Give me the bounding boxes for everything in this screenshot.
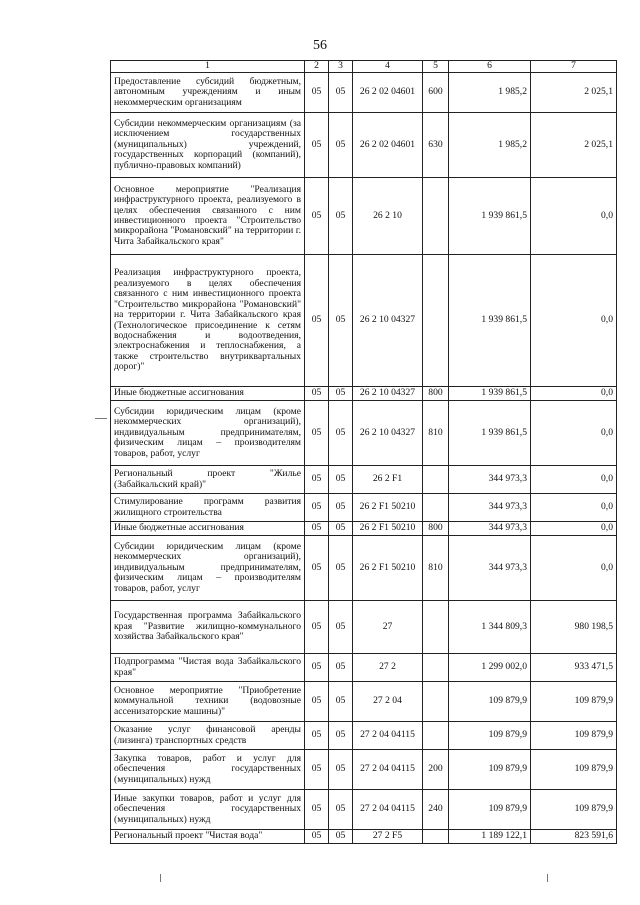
cell-name: Основное мероприятие "Реализация инфраструктурного проекта, реализуемого в целях обеспечения связанного с ним инвестиционного проекта "Строительство микрорайона "Романовский" на территории г. Чита Забайкальского края"	[111, 178, 305, 255]
column-header: 6	[449, 61, 531, 73]
cell-subsection: 05	[329, 255, 353, 387]
cell-subsection: 05	[329, 654, 353, 682]
cell-amount-year-2: 0,0	[531, 522, 617, 536]
cell-expense-type: 810	[423, 536, 449, 601]
cell-expense-type	[423, 722, 449, 750]
cell-amount-year-1: 1 985,2	[449, 73, 531, 113]
cell-name: Стимулирование программ развития жилищного строительства	[111, 494, 305, 522]
cell-amount-year-1: 1 939 861,5	[449, 255, 531, 387]
table-row	[111, 790, 617, 830]
cell-amount-year-1: 1 939 861,5	[449, 401, 531, 466]
cell-target-code: 27 2 04 04115	[353, 790, 423, 830]
cell-amount-year-2: 109 879,9	[531, 750, 617, 790]
cell-expense-type: 800	[423, 522, 449, 536]
cell-target-code: 27 2 04	[353, 682, 423, 722]
table-row	[111, 722, 617, 750]
header-row	[111, 61, 617, 73]
cell-amount-year-2: 2 025,1	[531, 73, 617, 113]
cell-amount-year-1: 109 879,9	[449, 750, 531, 790]
cell-target-code: 26 2 02 04601	[353, 73, 423, 113]
table-body	[111, 73, 617, 844]
cell-amount-year-2: 0,0	[531, 494, 617, 522]
cell-amount-year-1: 344 973,3	[449, 494, 531, 522]
cell-amount-year-2: 0,0	[531, 178, 617, 255]
cell-section: 05	[305, 682, 329, 722]
cell-name: Региональный проект "Жилье (Забайкальский край)"	[111, 466, 305, 494]
cell-section: 05	[305, 654, 329, 682]
column-header: 1	[111, 61, 305, 73]
cell-name: Реализация инфраструктурного проекта, реализуемого в целях обеспечения связанного с ним инвестиционного проекта "Строительство микрорайона "Романовский" на территории г. Чита Забайкальского края (Технологическое присоединение к сетям водоснабжения и водоотведения, электроснабжения и теплоснабжения, а также строительство внутриквартальных дорог)"	[111, 255, 305, 387]
cell-amount-year-2: 933 471,5	[531, 654, 617, 682]
table-row	[111, 682, 617, 722]
cell-section: 05	[305, 178, 329, 255]
cell-section: 05	[305, 536, 329, 601]
cell-amount-year-1: 1 939 861,5	[449, 387, 531, 401]
cell-subsection: 05	[329, 536, 353, 601]
cell-target-code: 27	[353, 601, 423, 654]
cell-section: 05	[305, 73, 329, 113]
cell-expense-type	[423, 178, 449, 255]
cell-expense-type	[423, 466, 449, 494]
cell-amount-year-1: 109 879,9	[449, 682, 531, 722]
table-row	[111, 494, 617, 522]
cell-section: 05	[305, 750, 329, 790]
cell-target-code: 27 2 F5	[353, 830, 423, 844]
cell-subsection: 05	[329, 750, 353, 790]
cell-section: 05	[305, 113, 329, 178]
cell-amount-year-1: 109 879,9	[449, 722, 531, 750]
cell-name: Субсидии некоммерческим организациям (за исключением государственных (муниципальных) учреждений, государственных корпораций (компаний), публично-правовых компаний)	[111, 113, 305, 178]
cell-amount-year-2: 0,0	[531, 536, 617, 601]
cell-expense-type: 810	[423, 401, 449, 466]
cell-section: 05	[305, 255, 329, 387]
cell-section: 05	[305, 387, 329, 401]
cell-target-code: 26 2 F1	[353, 466, 423, 494]
cell-name: Оказание услуг финансовой аренды (лизинга) транспортных средств	[111, 722, 305, 750]
cell-amount-year-1: 1 299 002,0	[449, 654, 531, 682]
cell-name: Региональный проект "Чистая вода"	[111, 830, 305, 844]
cell-expense-type: 800	[423, 387, 449, 401]
cell-subsection: 05	[329, 494, 353, 522]
cell-expense-type: 240	[423, 790, 449, 830]
cell-name: Иные бюджетные ассигнования	[111, 387, 305, 401]
scan-mark	[547, 874, 548, 882]
table-row	[111, 113, 617, 178]
cell-amount-year-2: 109 879,9	[531, 722, 617, 750]
cell-target-code: 26 2 F1 50210	[353, 522, 423, 536]
cell-expense-type	[423, 682, 449, 722]
cell-name: Основное мероприятие "Приобретение коммунальной техники (водовозные ассенизаторские машины)"	[111, 682, 305, 722]
cell-name: Государственная программа Забайкальского края "Развитие жилищно-коммунального хозяйства Забайкальского края"	[111, 601, 305, 654]
cell-expense-type: 600	[423, 73, 449, 113]
page-number: 56	[313, 38, 327, 53]
column-header: 5	[423, 61, 449, 73]
column-header: 7	[531, 61, 617, 73]
cell-amount-year-2: 0,0	[531, 387, 617, 401]
scan-mark	[160, 874, 161, 882]
table-row	[111, 536, 617, 601]
cell-subsection: 05	[329, 401, 353, 466]
cell-subsection: 05	[329, 830, 353, 844]
table-row	[111, 601, 617, 654]
cell-subsection: 05	[329, 601, 353, 654]
table-row	[111, 255, 617, 387]
table-row	[111, 387, 617, 401]
cell-target-code: 26 2 10	[353, 178, 423, 255]
cell-amount-year-2: 109 879,9	[531, 790, 617, 830]
cell-section: 05	[305, 466, 329, 494]
cell-amount-year-1: 1 344 809,3	[449, 601, 531, 654]
cell-subsection: 05	[329, 522, 353, 536]
cell-amount-year-1: 1 189 122,1	[449, 830, 531, 844]
cell-subsection: 05	[329, 790, 353, 830]
cell-name: Субсидии юридическим лицам (кроме некоммерческих организаций), индивидуальным предпринимателям, физическим лицам – производителям товаров, работ, услуг	[111, 536, 305, 601]
table-row	[111, 654, 617, 682]
cell-amount-year-1: 344 973,3	[449, 466, 531, 494]
cell-name: Иные бюджетные ассигнования	[111, 522, 305, 536]
cell-section: 05	[305, 401, 329, 466]
cell-expense-type	[423, 830, 449, 844]
cell-section: 05	[305, 790, 329, 830]
table-row	[111, 73, 617, 113]
cell-amount-year-1: 344 973,3	[449, 536, 531, 601]
column-header: 2	[305, 61, 329, 73]
cell-subsection: 05	[329, 113, 353, 178]
cell-subsection: 05	[329, 387, 353, 401]
cell-name: Иные закупки товаров, работ и услуг для обеспечения государственных (муниципальных) нужд	[111, 790, 305, 830]
cell-target-code: 26 2 10 04327	[353, 401, 423, 466]
cell-amount-year-2: 0,0	[531, 401, 617, 466]
cell-expense-type: 200	[423, 750, 449, 790]
cell-amount-year-1: 344 973,3	[449, 522, 531, 536]
cell-subsection: 05	[329, 73, 353, 113]
cell-target-code: 26 2 10 04327	[353, 387, 423, 401]
table-row	[111, 466, 617, 494]
column-header: 4	[353, 61, 423, 73]
cell-target-code: 26 2 F1 50210	[353, 536, 423, 601]
cell-name: Субсидии юридическим лицам (кроме некоммерческих организаций), индивидуальным предпринимателям, физическим лицам – производителям товаров, работ, услуг	[111, 401, 305, 466]
cell-expense-type	[423, 601, 449, 654]
cell-expense-type: 630	[423, 113, 449, 178]
cell-section: 05	[305, 522, 329, 536]
cell-amount-year-2: 109 879,9	[531, 682, 617, 722]
cell-amount-year-2: 0,0	[531, 255, 617, 387]
table-row	[111, 522, 617, 536]
cell-name: Закупка товаров, работ и услуг для обеспечения государственных (муниципальных) нужд	[111, 750, 305, 790]
cell-name: Подпрограмма "Чистая вода Забайкальского края"	[111, 654, 305, 682]
cell-target-code: 27 2	[353, 654, 423, 682]
cell-expense-type	[423, 255, 449, 387]
cell-subsection: 05	[329, 682, 353, 722]
cell-amount-year-1: 109 879,9	[449, 790, 531, 830]
table-row	[111, 830, 617, 844]
cell-target-code: 26 2 02 04601	[353, 113, 423, 178]
cell-section: 05	[305, 494, 329, 522]
cell-amount-year-2: 0,0	[531, 466, 617, 494]
cell-section: 05	[305, 601, 329, 654]
budget-table	[110, 60, 617, 844]
cell-target-code: 26 2 F1 50210	[353, 494, 423, 522]
cell-expense-type	[423, 654, 449, 682]
cell-section: 05	[305, 722, 329, 750]
cell-expense-type	[423, 494, 449, 522]
cell-name: Предоставление субсидий бюджетным, автономным учреждениям и иным некоммерческим организациям	[111, 73, 305, 113]
cell-amount-year-2: 823 591,6	[531, 830, 617, 844]
cell-section: 05	[305, 830, 329, 844]
cell-amount-year-2: 980 198,5	[531, 601, 617, 654]
table-row	[111, 178, 617, 255]
cell-target-code: 27 2 04 04115	[353, 722, 423, 750]
cell-subsection: 05	[329, 178, 353, 255]
column-header: 3	[329, 61, 353, 73]
cell-amount-year-1: 1 985,2	[449, 113, 531, 178]
cell-target-code: 27 2 04 04115	[353, 750, 423, 790]
table-row	[111, 401, 617, 466]
cell-amount-year-2: 2 025,1	[531, 113, 617, 178]
scan-mark	[95, 418, 107, 419]
cell-subsection: 05	[329, 722, 353, 750]
cell-target-code: 26 2 10 04327	[353, 255, 423, 387]
cell-amount-year-1: 1 939 861,5	[449, 178, 531, 255]
table-row	[111, 750, 617, 790]
cell-subsection: 05	[329, 466, 353, 494]
